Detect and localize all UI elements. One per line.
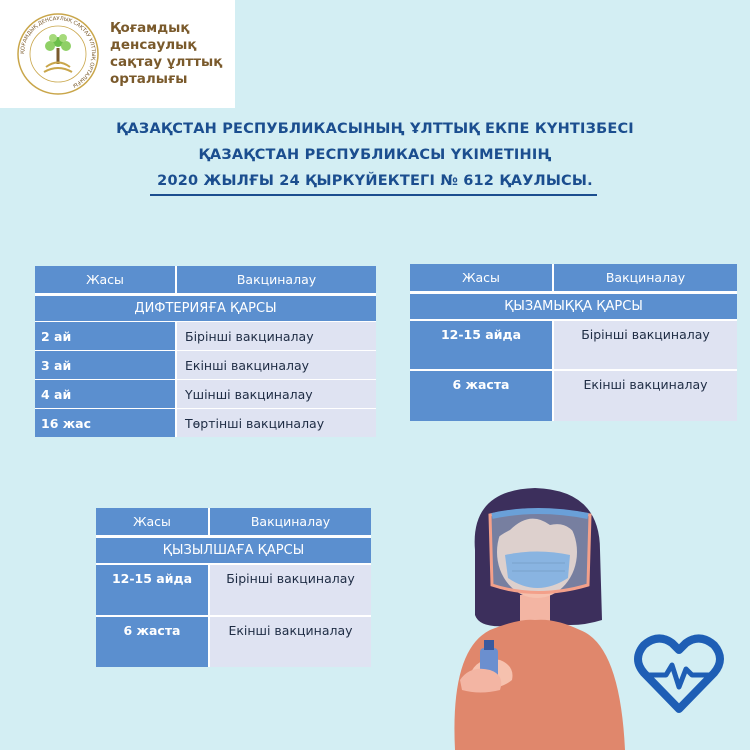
table-row xyxy=(410,369,737,421)
section-title: ҚЫЗАМЫҚҚА ҚАРСЫ xyxy=(410,291,737,319)
vac-cell: Үшінші вакциналау xyxy=(177,379,376,408)
vac-cell: Екінші вакциналау xyxy=(177,350,376,379)
col-vac-header: Вакциналау xyxy=(210,508,371,535)
col-age-header: Жасы xyxy=(410,264,554,291)
title-underline xyxy=(150,194,597,196)
logo-line-4: орталығы xyxy=(110,71,188,87)
col-vac-header: Вакциналау xyxy=(177,266,376,293)
logo-panel xyxy=(0,0,235,108)
age-cell: 6 жаста xyxy=(96,615,210,667)
table-row xyxy=(410,319,737,369)
vac-cell: Бірінші вакциналау xyxy=(554,319,737,369)
vac-cell: Екінші вакциналау xyxy=(554,369,737,421)
table-row xyxy=(35,379,376,408)
logo-line-2: денсаулық xyxy=(110,37,197,53)
logo-emblem-icon xyxy=(16,12,100,96)
logo-title xyxy=(110,20,222,88)
vac-cell: Бірінші вакциналау xyxy=(177,321,376,350)
section-title: ДИФТЕРИЯҒА ҚАРСЫ xyxy=(35,293,376,321)
heart-pulse-icon xyxy=(634,633,724,715)
logo-line-1: Қоғамдық xyxy=(110,20,190,36)
section-title: ҚЫЗЫЛШАҒА ҚАРСЫ xyxy=(96,535,371,563)
logo-line-3: сақтау ұлттық xyxy=(110,54,223,70)
title-line-2: ҚАЗАҚСТАН РЕСПУБЛИКАСЫ ҮКІМЕТІНІҢ xyxy=(198,147,552,163)
age-cell: 16 жас xyxy=(35,408,177,437)
title-line-1: ҚАЗАҚСТАН РЕСПУБЛИКАСЫНЫҢ ҰЛТТЫҚ ЕКПЕ КҮНТІЗБЕСІ xyxy=(116,121,634,137)
title-line-3: 2020 ЖЫЛҒЫ 24 ҚЫРКҮЙЕКТЕГІ № 612 ҚАУЛЫСЫ. xyxy=(157,173,593,189)
table-row xyxy=(35,408,376,437)
table-row xyxy=(35,350,376,379)
page-title xyxy=(0,116,750,194)
col-age-header: Жасы xyxy=(96,508,210,535)
age-cell: 2 ай xyxy=(35,321,177,350)
diphtheria-table xyxy=(35,266,376,437)
age-cell: 12-15 айда xyxy=(96,563,210,615)
age-cell: 6 жаста xyxy=(410,369,554,421)
rubella-table xyxy=(96,508,371,667)
vac-cell: Бірінші вакциналау xyxy=(210,563,371,615)
col-age-header: Жасы xyxy=(35,266,177,293)
table-row xyxy=(35,321,376,350)
logo-ring-text: ҚОҒАМДЫҚ ДЕНСАУЛЫҚ САҚТАУ ҰЛТТЫҚ ОРТАЛЫҒЫ xyxy=(19,15,97,89)
col-vac-header: Вакциналау xyxy=(554,264,737,291)
age-cell: 4 ай xyxy=(35,379,177,408)
measles-table xyxy=(410,264,737,421)
age-cell: 3 ай xyxy=(35,350,177,379)
vac-cell: Екінші вакциналау xyxy=(210,615,371,667)
table-row xyxy=(96,563,371,615)
vac-cell: Төртінші вакциналау xyxy=(177,408,376,437)
age-cell: 12-15 айда xyxy=(410,319,554,369)
table-row xyxy=(96,615,371,667)
